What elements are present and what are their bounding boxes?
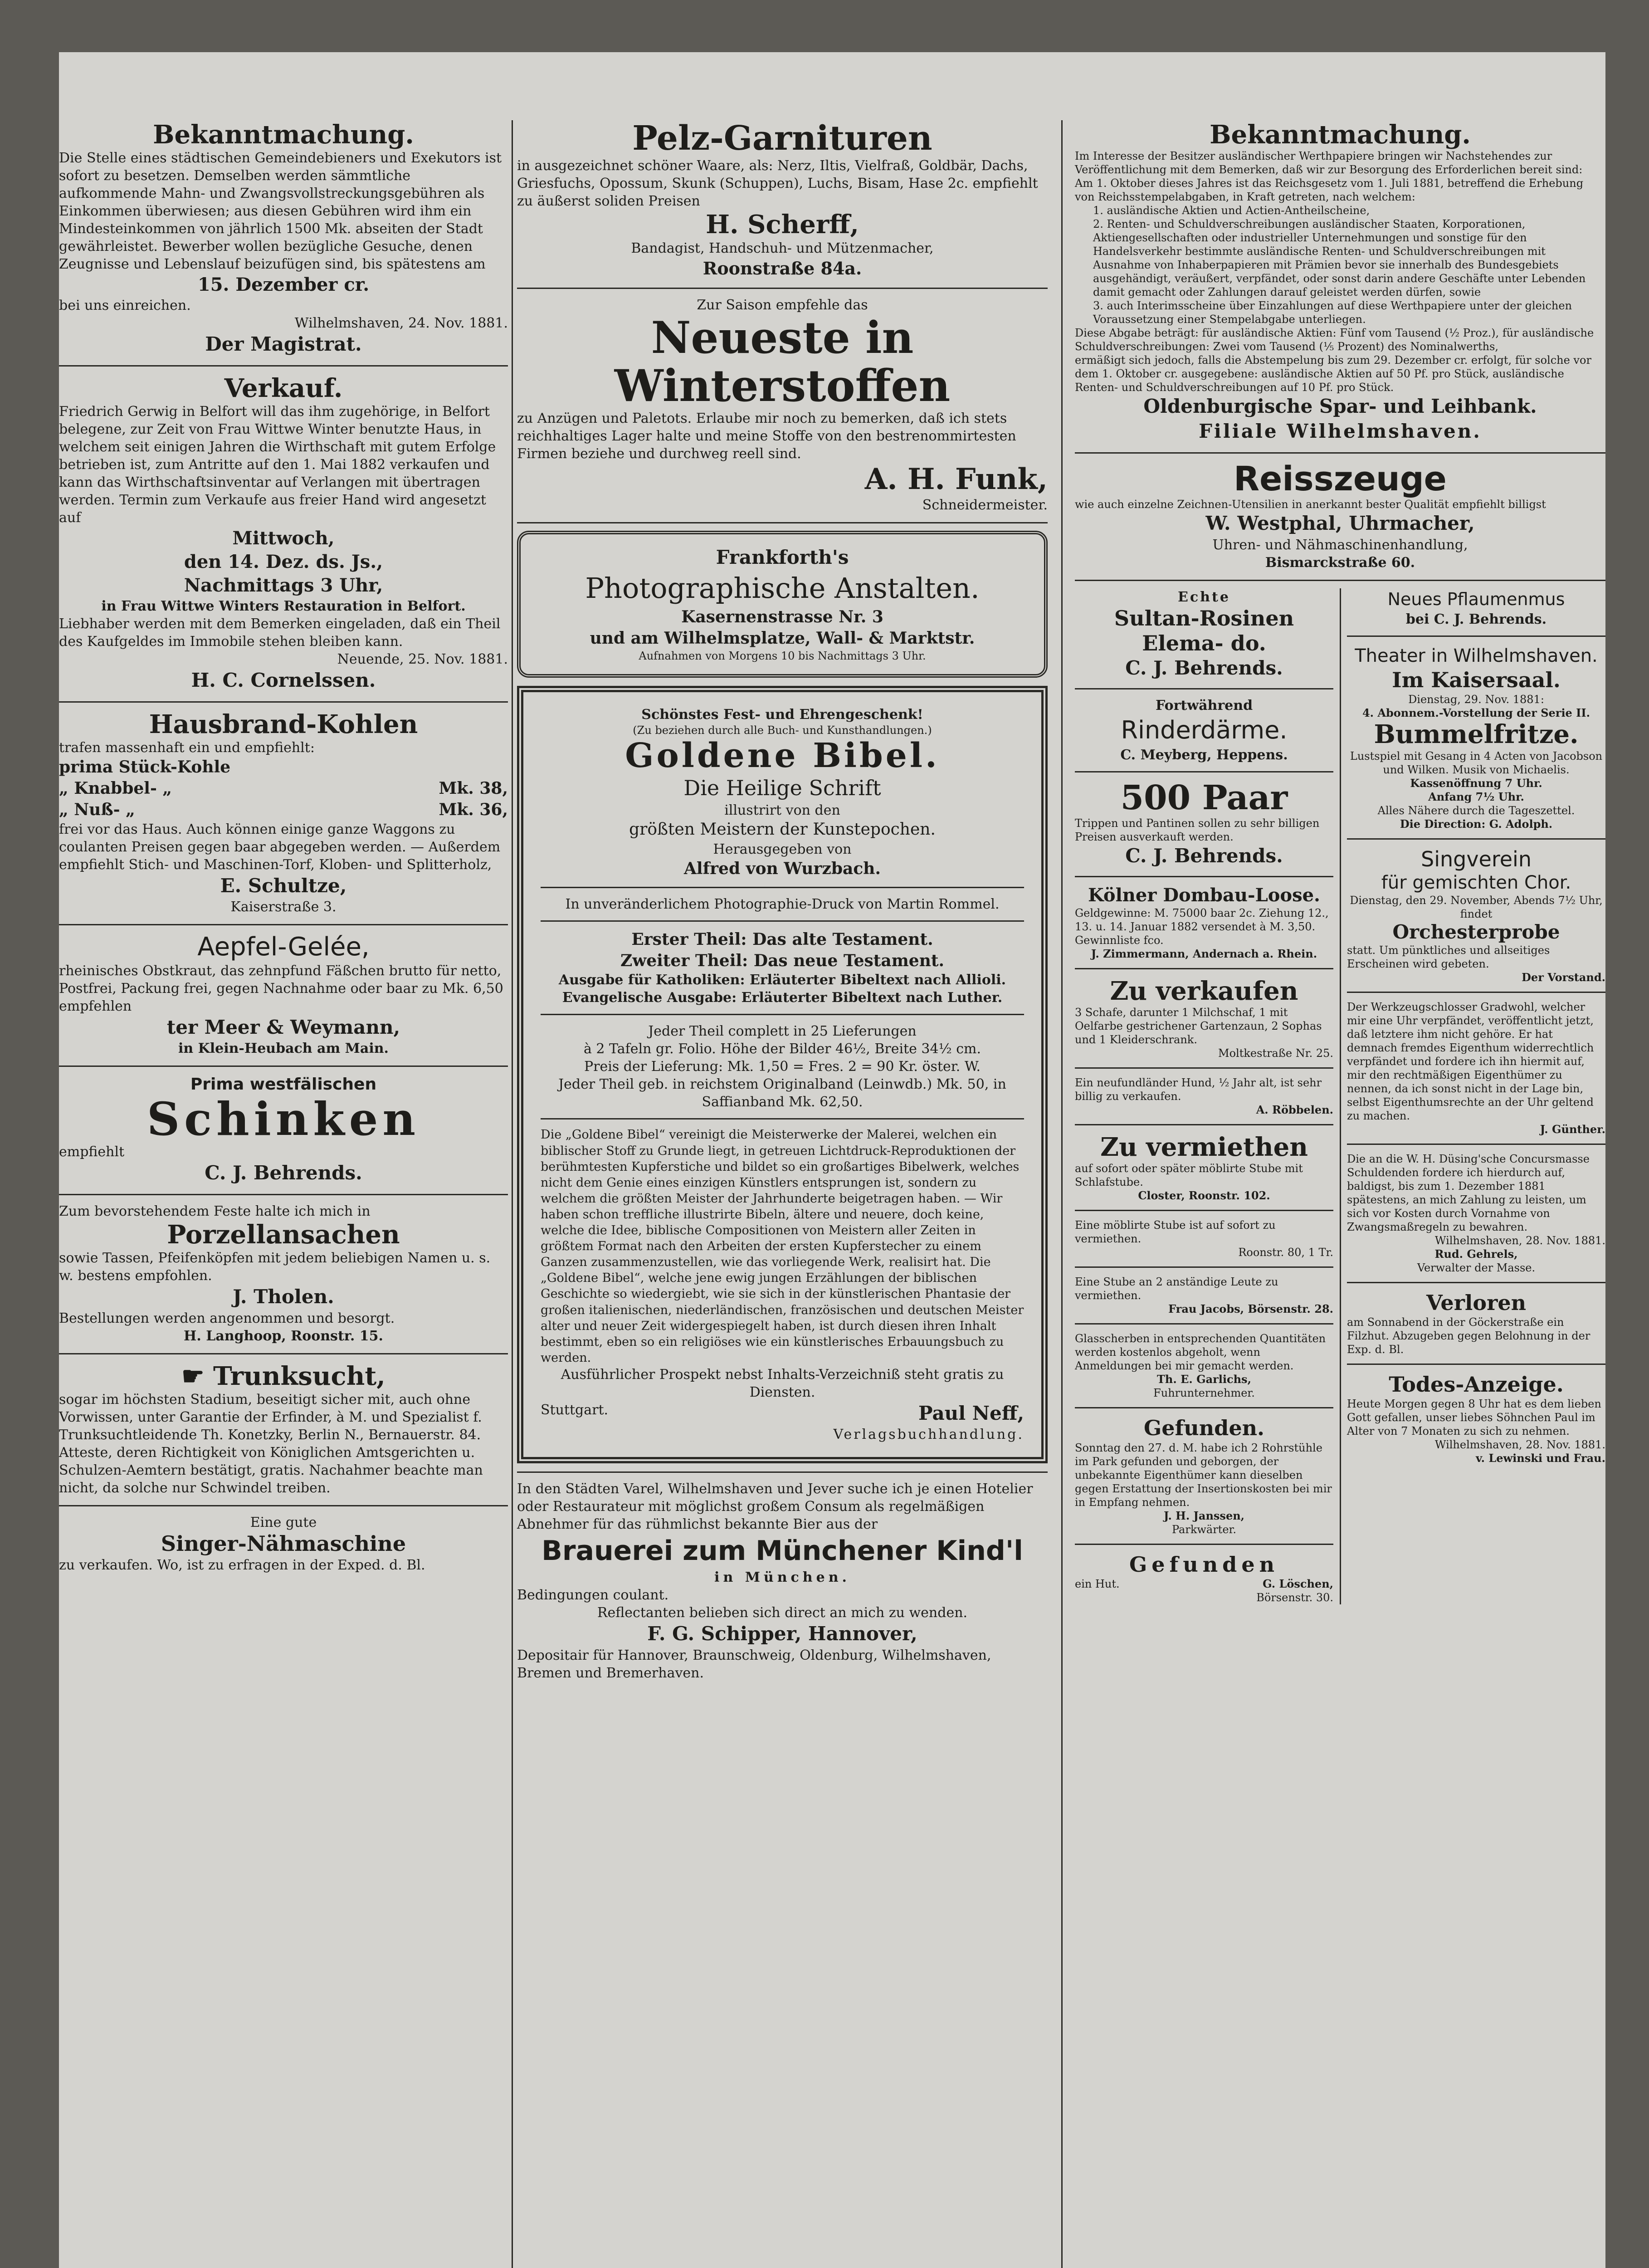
ad-title: Bekanntmachung. bbox=[153, 120, 414, 150]
ad-time: Kassenöffnung 7 Uhr. bbox=[1410, 776, 1542, 790]
ad-title: Goldene Bibel. bbox=[625, 736, 940, 776]
ad-title: Todes-Anzeige. bbox=[1389, 1372, 1564, 1397]
ad-body: Die an die W. H. Düsing'sche Concursmasse Schuldenden fordere ich hierdurch auf, baldigst, bis zum 1. Dezember 1881 spätestens, an mich Zahlung zu leisten, um sich vor Kosten durch Vornahme von Zwangsmaßregeln zu bewahren. bbox=[1347, 1153, 1590, 1234]
ad-goldene-bibel bbox=[517, 686, 1048, 1464]
ad-signature: C. J. Behrends. bbox=[1125, 656, 1283, 679]
ad-intro: trafen massenhaft ein und empfiehlt: bbox=[59, 740, 315, 756]
ad-tail: Alles Nähere durch die Tageszettel. bbox=[1377, 804, 1575, 817]
ad-body: Friedrich Gerwig in Belfort will das ihm zugehörige, in Belfort belegene, zur Zeit von Frau Wittwe Winter benutzte Haus, in welchem seit einigen Jahren die Wirthschaft mit gutem Erfolge betrieben ist, zum Antritte auf den 1. Mai 1882 verkaufen und kann das Wirthschaftsinventar auf Verlangen mit übertragen werden. Termin zum Verkaufe aus freier Hand wird angesetzt auf bbox=[59, 404, 496, 526]
ad-place: in Frau Wittwe Winters Restauration in Belfort. bbox=[101, 598, 466, 615]
ad-zu-vermiethen bbox=[1075, 1133, 1333, 1202]
ad-address: und am Wilhelmsplatze, Wall- & Marktstr. bbox=[590, 628, 975, 648]
ad-address: in Klein-Heubach am Main. bbox=[178, 1041, 389, 1057]
ad-title-2: Die Heilige Schrift bbox=[683, 775, 881, 800]
divider bbox=[1075, 1544, 1333, 1545]
divider bbox=[541, 920, 1024, 922]
divider bbox=[1347, 1282, 1605, 1283]
ad-tail: bei uns einreichen. bbox=[59, 298, 191, 314]
ad-price: Mk. 38, bbox=[439, 779, 508, 798]
ad-pre: Echte bbox=[1178, 589, 1230, 605]
ad-occupation: Bandagist, Handschuh- und Mützenmacher, bbox=[631, 240, 934, 256]
divider bbox=[541, 1118, 1024, 1119]
ad-sign-row bbox=[541, 1401, 1024, 1426]
ad-sub: (Zu beziehen durch alle Buch- und Kunsthandlungen.) bbox=[633, 723, 932, 737]
column-middle bbox=[517, 120, 1048, 1690]
ad-signature: A. H. Funk, bbox=[864, 462, 1048, 497]
ad-address: Kaiserstraße 3. bbox=[230, 899, 337, 915]
divider bbox=[59, 1505, 508, 1506]
ad-signature: Der Vorstand. bbox=[1522, 971, 1605, 984]
divider bbox=[1075, 580, 1605, 581]
ad-signature: Der Magistrat. bbox=[205, 333, 362, 356]
ad-body: Heute Morgen gegen 8 Uhr hat es dem lieben Gott gefallen, unser liebes Söhnchen Paul im Alter von 7 Monaten zu sich zu nehmen. bbox=[1347, 1398, 1601, 1438]
ad-title: Neueste in Winterstoffen bbox=[614, 312, 951, 411]
divider bbox=[59, 1066, 508, 1067]
ad-brauerei bbox=[517, 1480, 1048, 1682]
divider bbox=[541, 887, 1024, 888]
ad-line: In unveränderlichem Photographie-Druck von Martin Rommel. bbox=[565, 896, 1000, 912]
ad-verloren bbox=[1347, 1290, 1605, 1356]
ad-line: „ Knabbel- „ bbox=[59, 779, 172, 798]
divider bbox=[517, 522, 1048, 523]
ad-singverein bbox=[1347, 847, 1605, 985]
ad-price: Jeder Theil complett in 25 Lieferungen bbox=[648, 1023, 917, 1040]
divider bbox=[1075, 1124, 1333, 1125]
ad-line: Elema- do. bbox=[1142, 631, 1266, 655]
ad-part: Erster Theil: Das alte Testament. bbox=[631, 929, 933, 949]
ad-para: Diese Abgabe beträgt: für ausländische Aktien: Fünf vom Tausend (½ Proz.), für ausländische Schuldverschreibungen: Zwei vom Tausend (⅕ Prozent) des Nominalwerths, bbox=[1075, 327, 1594, 353]
ad-date-highlight: den 14. Dez. ds. Js., bbox=[184, 551, 383, 573]
ad-signature: Paul Neff, bbox=[918, 1402, 1024, 1424]
ad-duesing bbox=[1347, 1152, 1605, 1275]
ad-play: Bummelfritze. bbox=[1374, 719, 1579, 750]
ad-trunksucht bbox=[59, 1362, 508, 1497]
ad-signature: C. J. Behrends. bbox=[205, 1162, 362, 1184]
ad-500-paar bbox=[1075, 780, 1333, 869]
ad-body: Die Stelle eines städtischen Gemeindebieners und Exekutors ist sofort zu besetzen. Demselben werden sämmtliche aufkommende Mahn- und Zwangsvollstreckungsgebühren als Einkommen überwiesen; aus diesen Gebühren wird ihm ein Mindesteinkommen von jährlich 1500 Mk. abseiten der Stadt gewährleistet. Bewerber wollen bezügliche Gesuche, denen Zeugnisse und Lebenslauf beizufügen sind, bis spätestens am bbox=[59, 150, 502, 273]
column-rule bbox=[1061, 120, 1063, 2268]
ad-body: In den Städten Varel, Wilhelmshaven und Jever suche ich je einen Hotelier oder Restaurateur mit möglichst großem Consum als regelmäßigen Abnehmer für das rühmlichst bekannte Bier aus der bbox=[517, 1481, 1033, 1533]
ad-body: sogar im höchsten Stadium, beseitigt sicher mit, auch ohne Vorwissen, unter Garantie der Erfinder, à M. und Spezialist f. Trunksuchtleidende Th. Konetzky, Berlin N., Bernauerstr. 84. Atteste, deren Richtigkeit von Königlichen Amtsgerichten u. Schulzen-Aemtern bestätigt, gratis. Nachahmer beachte man nicht, da solche nur Schwindel treiben. bbox=[59, 1392, 483, 1496]
ad-body: Die „Goldene Bibel“ vereinigt die Meisterwerke der Malerei, welchen ein biblischer Stoff zu Grunde liegt, in getreuen Lichtdruck-Reproduktionen der berühmtesten Kupferstiche und bildet so ein großartiges Bibelwerk, welches nicht dem Genie eines einzigen Künstlers entsprungen ist, sondern zu welchem die größten Meister der Jahrhunderte beigetragen haben. — Wir haben schon treffliche illustrirte Bibeln, ältere und neuere, doch keine, welche die Idee, biblische Compositionen von Meistern aller Zeiten in größtem Format nach den Arbeiten der ersten Kupferstecher zu einem Ganzen zusammenzustellen, wie das vorliegende Werk, realisirt hat. Die „Goldene Bibel“, welche jene ewig jungen Erzählungen der biblischen Geschichte so wiedergiebt, wie sie sich in der künstlerischen Phantasie der großen italienischen, niederländischen, französischen und deutschen Meister alter und neuer Zeit widergespiegelt haben, ist durch diesen ihren Inhalt bestimmt, eben so ein religiöses wie ein künstlerisches Erbauungsbuch zu werden. bbox=[541, 1128, 1024, 1365]
ad-price-row bbox=[59, 799, 508, 821]
ad-signature: Rud. Gehrels, bbox=[1434, 1247, 1518, 1261]
divider bbox=[1075, 452, 1605, 454]
ad-title: Bekanntmachung. bbox=[1210, 120, 1471, 150]
divider bbox=[1347, 1364, 1605, 1365]
ad-body: statt. Um pünktliches und allseitiges Erscheinen wird gebeten. bbox=[1347, 944, 1550, 971]
ad-para: Am 1. Oktober dieses Jahres ist das Reichsgesetz vom 1. Juli 1881, betreffend die Erhebung von Reichsstempelabgaben, in Kraft getreten, nach welchem: bbox=[1075, 177, 1584, 204]
ad-title: Pelz-Garnituren bbox=[632, 119, 932, 158]
ad-pelz bbox=[517, 120, 1048, 279]
ad-title: Verkauf. bbox=[224, 373, 343, 403]
ad-intro: Zur Saison empfehle das bbox=[697, 297, 868, 313]
divider bbox=[1075, 968, 1333, 969]
ad-signature: H. Scherff, bbox=[706, 210, 859, 240]
ad-zu-verkaufen bbox=[1075, 977, 1333, 1060]
ad-tail: Bestellungen werden angenommen und besorgt. bbox=[59, 1310, 395, 1326]
ad-date: Neuende, 25. Nov. 1881. bbox=[337, 651, 508, 668]
ad-date: Wilhelmshaven, 24. Nov. 1881. bbox=[294, 315, 508, 332]
ad-signature: H. C. Cornelssen. bbox=[191, 669, 376, 692]
ad-sultan-rosinen bbox=[1075, 588, 1333, 681]
split-left bbox=[1075, 588, 1341, 1604]
ad-price: Jeder Theil geb. in reichstem Originalband (Leinwdb.) Mk. 50, in Saffianband Mk. 62,50. bbox=[558, 1076, 1006, 1110]
ad-date: Dienstag, den 29. November, Abends 7½ Uhr, findet bbox=[1350, 894, 1603, 920]
ad-title: Gefunden bbox=[1129, 1552, 1279, 1577]
ad-signature: bei C. J. Behrends. bbox=[1405, 611, 1547, 627]
ad-photographie bbox=[517, 531, 1048, 678]
ad-gefunden-rohrstuehle bbox=[1075, 1416, 1333, 1536]
divider bbox=[1347, 1144, 1605, 1145]
divider bbox=[1075, 876, 1333, 877]
ad-edition: Ausgabe für Katholiken: Erläuterter Bibeltext nach Allioli. bbox=[558, 972, 1006, 988]
ad-todes-anzeige bbox=[1347, 1372, 1605, 1465]
ad-title: Verloren bbox=[1426, 1290, 1527, 1315]
ad-desc: Lustspiel mit Gesang in 4 Acten von Jacobson und Wilken. Musik von Michaelis. bbox=[1350, 749, 1603, 776]
ad-time: Nachmittags 3 Uhr, bbox=[184, 575, 383, 596]
ad-title: Reisszeuge bbox=[1234, 459, 1447, 499]
ad-occupation: Fuhrunternehmer. bbox=[1153, 1387, 1255, 1400]
ad-body: am Sonnabend in der Göckerstraße ein Filzhut. Abzugeben gegen Belohnung in der Exp. d. Bl. bbox=[1347, 1316, 1590, 1356]
ad-signature: Oldenburgische Spar- und Leihbank. bbox=[1143, 395, 1537, 418]
ad-body: 3 Schafe, darunter 1 Milchschaf, 1 mit Oelfarbe gestrichener Gartenzaun, 2 Sophas und 1 Kleiderschrank. bbox=[1075, 1006, 1322, 1046]
ad-price-row bbox=[59, 778, 508, 799]
ad-address: Börsenstr. 30. bbox=[1256, 1591, 1333, 1604]
ad-moeblirte-stube bbox=[1075, 1218, 1333, 1259]
ad-signature: J. Tholen. bbox=[233, 1286, 334, 1308]
ad-item: 2. Renten- und Schuldverschreibungen ausländischer Staaten, Korporationen, Aktiengesellschaften oder industrieller Unternehmungen und sonstige für den Handelsverkehr bestimmte ausländische Renten- und Schuldverschreibungen mit Ausnahme von Inhaberpapieren mit Prämien bevor sie innerhalb des Bundesgebiets ausgehändigt, veräußert, verpfändet, oder sonst darin andere Geschäfte unter Lebenden damit gemacht oder Zahlungen darauf geleistet werden dürfen, sowie bbox=[1093, 218, 1586, 299]
ad-signature: Th. E. Garlichs, bbox=[1157, 1373, 1251, 1386]
ad-body: sowie Tassen, Pfeifenköpfen mit jedem beliebigen Namen u. s. w. bestens empfohlen. bbox=[59, 1250, 491, 1284]
ad-address: Kasernenstrasse Nr. 3 bbox=[681, 607, 883, 627]
ad-title: Kölner Dombau-Loose. bbox=[1088, 884, 1320, 906]
ad-signature: J. Zimmermann, Andernach a. Rhein. bbox=[1091, 947, 1317, 960]
ad-tag: Schönstes Fest- und Ehrengeschenk! bbox=[641, 706, 923, 723]
ad-pre: Eine gute bbox=[250, 1515, 317, 1531]
split-right bbox=[1347, 588, 1605, 1604]
ad-tail: empfiehlt bbox=[59, 1144, 125, 1160]
divider bbox=[1347, 635, 1605, 637]
pointing-hand-icon: ☛ bbox=[181, 1361, 205, 1391]
ad-title: Brauerei zum Münchener Kind'l bbox=[542, 1535, 1023, 1567]
divider bbox=[59, 1194, 508, 1195]
ad-item: 3. auch Interimsscheine über Einzahlungen auf diese Werthpapiere unter der gleichen Voraussetzung einer Stempelabgabe unterliegen. bbox=[1093, 299, 1572, 326]
ad-body: Eine Stube an 2 anständige Leute zu vermiethen. bbox=[1075, 1276, 1278, 1302]
divider bbox=[1075, 1266, 1333, 1268]
ad-price: à 2 Tafeln gr. Folio. Höhe der Bilder 46½, Breite 34½ cm. bbox=[584, 1041, 981, 1057]
ad-line: Alfred von Wurzbach. bbox=[684, 859, 881, 879]
ad-price: Preis der Lieferung: Mk. 1,50 = Fres. 2 = 90 Kr. öster. W. bbox=[584, 1059, 981, 1075]
ad-title: 500 Paar bbox=[1120, 778, 1288, 817]
ad-address: Roonstr. 80, 1 Tr. bbox=[1238, 1246, 1333, 1259]
ad-title: Porzellansachen bbox=[167, 1219, 400, 1250]
ad-body: auf sofort oder später möblirte Stube mit Schlafstube. bbox=[1075, 1162, 1303, 1189]
split-row bbox=[1075, 588, 1605, 1604]
ad-line: größten Meistern der Kunstepochen. bbox=[629, 820, 936, 839]
ad-pre: Prima westfälischen bbox=[190, 1075, 377, 1094]
ad-theater bbox=[1347, 644, 1605, 831]
ad-intro: Im Interesse der Besitzer ausländischer Werthpapiere bringen wir Nachstehendes zur Veröffentlichung mit dem Bemerken, daß wir zur Besorgung des Erforderlichen bereit sind: bbox=[1075, 150, 1583, 176]
ad-title: Gefunden. bbox=[1143, 1416, 1265, 1441]
ad-item: 1. ausländische Aktien und Actien-Antheilscheine, bbox=[1093, 204, 1370, 217]
ad-title-2: für gemischten Chor. bbox=[1381, 872, 1571, 893]
divider bbox=[1075, 1407, 1333, 1408]
ad-body: Ein neufundländer Hund, ½ Jahr alt, ist sehr billig zu verkaufen. bbox=[1075, 1076, 1322, 1103]
ad-sign-row bbox=[1075, 1577, 1333, 1591]
ad-city: in München. bbox=[714, 1569, 850, 1586]
ad-glasscherben bbox=[1075, 1332, 1333, 1400]
ad-tail: Liebhaber werden mit dem Bemerken eingeladen, daß ein Theil des Kaufgeldes im Immobile stehen bleiben kann. bbox=[59, 616, 501, 650]
divider bbox=[59, 701, 508, 703]
ad-tail: frei vor das Haus. Auch können einige ganze Waggons zu coulanten Preisen gegen baar abgegeben werden. — Außerdem empfiehlt Stich- und Maschinen-Torf, Kloben- und Splitterholz, bbox=[59, 821, 501, 873]
divider bbox=[517, 288, 1048, 289]
ad-title: Rinderdärme. bbox=[1121, 715, 1288, 744]
ad-bekanntmachung-magistrat bbox=[59, 120, 508, 357]
ad-signature: Die Direction: G. Adolph. bbox=[1400, 817, 1553, 831]
ad-signature: v. Lewinski und Frau. bbox=[1476, 1452, 1605, 1465]
ad-pre: Frankforth's bbox=[716, 546, 849, 568]
newspaper-page bbox=[59, 52, 1605, 2268]
divider bbox=[1075, 1067, 1333, 1069]
ad-body: wie auch einzelne Zeichnen-Utensilien in anerkannt bester Qualität empfiehlt billigst bbox=[1075, 498, 1546, 511]
divider bbox=[1347, 992, 1605, 993]
ad-gefunden-hut bbox=[1075, 1552, 1333, 1604]
divider bbox=[1075, 771, 1333, 772]
divider bbox=[1075, 1210, 1333, 1211]
ad-para: ermäßigt sich jedoch, falls die Abstempelung bis zum 29. Dezember cr. erfolgt, für solche vor dem 1. Oktober cr. ausgegebene: ausländische Aktien auf 50 Pf. pro Stück, ausländische Renten- und Schuldverschreibungen auf 10 Pf. pro Stück. bbox=[1075, 354, 1591, 394]
ad-hund bbox=[1075, 1076, 1333, 1117]
ad-koelner-dombau bbox=[1075, 885, 1333, 961]
ad-title: Zu verkaufen bbox=[1110, 976, 1298, 1006]
divider bbox=[1347, 838, 1605, 840]
ad-title: Hausbrand-Kohlen bbox=[149, 709, 418, 739]
ad-pflaumenmus bbox=[1347, 588, 1605, 628]
ad-title: Trunksucht, bbox=[213, 1361, 385, 1391]
ad-signature: W. Westphal, Uhrmacher, bbox=[1205, 512, 1475, 534]
ad-signature-2: Filiale Wilhelmshaven. bbox=[1199, 420, 1482, 442]
divider bbox=[59, 365, 508, 367]
ad-body: zu verkaufen. Wo, ist zu erfragen in der Exped. d. Bl. bbox=[59, 1557, 425, 1574]
column-rule bbox=[512, 120, 513, 2268]
divider bbox=[1075, 1323, 1333, 1325]
ad-day: Mittwoch, bbox=[232, 528, 335, 549]
ad-line: Reflectanten belieben sich direct an mich zu wenden. bbox=[597, 1605, 968, 1621]
ad-winterstoffe bbox=[517, 296, 1048, 514]
ad-title: Schinken bbox=[146, 1092, 420, 1146]
divider bbox=[59, 1353, 508, 1354]
ad-time: Anfang 7½ Uhr. bbox=[1428, 790, 1524, 803]
ad-city: Stuttgart. bbox=[541, 1402, 609, 1418]
ad-signature: Closter, Roonstr. 102. bbox=[1138, 1189, 1270, 1202]
ad-signature: C. Meyberg, Heppens. bbox=[1120, 747, 1288, 763]
ad-big: Orchesterprobe bbox=[1392, 920, 1560, 943]
ad-title: Photographische Anstalten. bbox=[585, 571, 980, 605]
ad-intro: Zum bevorstehendem Feste halte ich mich in bbox=[59, 1203, 371, 1219]
ad-body: Trippen und Pantinen sollen zu sehr billigen Preisen ausverkauft werden. bbox=[1075, 817, 1320, 844]
ad-title: Sultan-Rosinen bbox=[1114, 606, 1294, 631]
ad-pre: Fortwährend bbox=[1155, 697, 1253, 714]
ad-occupation: Schneidermeister. bbox=[922, 497, 1048, 513]
ad-date: Wilhelmshaven, 28. Nov. 1881. bbox=[1434, 1438, 1605, 1452]
ad-signature: G. Löschen, bbox=[1263, 1577, 1333, 1590]
ad-title: Singverein bbox=[1421, 846, 1532, 871]
ad-body: Geldgewinne: M. 75000 baar 2c. Ziehung 12., 13. u. 14. Januar 1882 versendet à M. 3,50. Gewinnliste fco. bbox=[1075, 906, 1329, 947]
ad-signature: J. Günther. bbox=[1540, 1123, 1605, 1136]
column-right bbox=[1075, 120, 1605, 1604]
ad-signature: J. H. Janssen, bbox=[1163, 1509, 1245, 1522]
ad-line: prima Stück-Kohle bbox=[59, 758, 231, 777]
ad-date: Wilhelmshaven, 28. Nov. 1881. bbox=[1434, 1234, 1605, 1247]
ad-signature: F. G. Schipper, Hannover, bbox=[647, 1623, 917, 1645]
ad-signature: ter Meer & Weymann, bbox=[166, 1016, 400, 1038]
divider bbox=[517, 1471, 1048, 1473]
ad-body: Der Werkzeugschlosser Gradwohl, welcher mir eine Uhr verpfändet, veröffentlicht jetzt, daß letztere ihm nicht gehöre. Er hat demnach fremdes Eigenthum widerrechtlich verpfändet und fordere ich ihn hiermit auf, mir den rechtmäßigen Eigenthümer zu nennen, da ich sonst nicht in der Lage bin, selbst Eigenthumsrechte an der Uhr geltend zu machen. bbox=[1347, 1001, 1594, 1123]
ad-body: zu Anzügen und Paletots. Erlaube mir noch zu bemerken, daß ich stets reichhaltiges Lager halte und meine Stoffe von den bestrenommirtesten Firmen beziehe und durchweg reell sind. bbox=[517, 411, 1016, 462]
ad-gradwohl bbox=[1347, 1000, 1605, 1136]
ad-title-2: Im Kaisersaal. bbox=[1392, 667, 1561, 692]
ad-edition: Evangelische Ausgabe: Erläuterter Bibeltext nach Luther. bbox=[562, 990, 1003, 1006]
ad-signature: C. J. Behrends. bbox=[1125, 845, 1283, 867]
divider bbox=[1075, 688, 1333, 689]
column-left bbox=[59, 120, 508, 1582]
ad-price: Mk. 36, bbox=[439, 800, 508, 819]
ad-date: Dienstag, 29. Nov. 1881: bbox=[1408, 693, 1544, 706]
ad-line: 4. Abonnem.-Vorstellung der Serie II. bbox=[1362, 706, 1590, 720]
divider bbox=[59, 924, 508, 925]
ad-verkauf bbox=[59, 374, 508, 693]
ad-bekanntmachung-leihbank bbox=[1075, 120, 1605, 444]
ad-address: Bismarckstraße 60. bbox=[1265, 554, 1415, 571]
ad-reisszeuge bbox=[1075, 461, 1605, 572]
ad-signature: E. Schultze, bbox=[220, 874, 347, 897]
ad-address: Moltkestraße Nr. 25. bbox=[1218, 1047, 1333, 1060]
ad-address: Roonstraße 84a. bbox=[703, 258, 862, 279]
ad-signature: A. Röbbelen. bbox=[1256, 1103, 1333, 1117]
ad-hausbrand-kohlen bbox=[59, 710, 508, 916]
ad-prospekt: Ausführlicher Prospekt nebst Inhalts-Verzeichniß steht gratis zu Diensten. bbox=[561, 1366, 1004, 1400]
ad-signature: Frau Jacobs, Börsenstr. 28. bbox=[1168, 1302, 1333, 1316]
ad-title: Theater in Wilhelmshaven. bbox=[1355, 645, 1598, 666]
ad-line: Bedingungen coulant. bbox=[517, 1587, 669, 1603]
ad-singer bbox=[59, 1514, 508, 1574]
ad-tail: Depositair für Hannover, Braunschweig, Oldenburg, Wilhelmshaven, Bremen und Bremerhaven. bbox=[517, 1647, 991, 1681]
ad-line: Herausgegeben von bbox=[713, 841, 852, 858]
ad-occupation: Parkwärter. bbox=[1171, 1523, 1237, 1536]
ad-body: Glasscherben in entsprechenden Quantitäten werden kostenlos abgeholt, wenn Anmeldungen bei mir gemacht werden. bbox=[1075, 1332, 1326, 1373]
ad-pre: ein Hut. bbox=[1075, 1577, 1120, 1590]
ad-title: Zu vermiethen bbox=[1100, 1132, 1308, 1163]
ad-occupation: Uhren- und Nähmaschinenhandlung, bbox=[1212, 537, 1468, 553]
divider bbox=[541, 1014, 1024, 1015]
ad-schinken bbox=[59, 1074, 508, 1185]
ad-title-row bbox=[59, 1362, 508, 1391]
ad-body: Sonntag den 27. d. M. habe ich 2 Rohrstühle im Park gefunden und geborgen, der unbekannte Eigenthümer kann dieselben gegen Erstattung der Insertionskosten bei mir in Empfang nehmen. bbox=[1075, 1441, 1332, 1509]
ad-body: rheinisches Obstkraut, das zehnpfund Fäßchen brutto für netto, Postfrei, Packung frei, gegen Nachnahme oder baar zu Mk. 6,50 empfehlen bbox=[59, 963, 503, 1014]
ad-occupation: Verlagsbuchhandlung. bbox=[833, 1427, 1024, 1443]
ad-hours: Aufnahmen von Morgens 10 bis Nachmittags 3 Uhr. bbox=[639, 649, 926, 662]
ad-occupation: Verwalter der Masse. bbox=[1417, 1261, 1536, 1275]
ad-line: „ Nuß- „ bbox=[59, 800, 135, 819]
ad-porzellan bbox=[59, 1202, 508, 1345]
ad-signature-2: H. Langhoop, Roonstr. 15. bbox=[184, 1328, 383, 1344]
ad-title: Aepfel-Gelée, bbox=[197, 932, 370, 962]
ad-date-highlight: 15. Dezember cr. bbox=[197, 274, 370, 296]
ad-title: Neues Pflaumenmus bbox=[1387, 589, 1565, 609]
ad-body: Eine möblirte Stube ist auf sofort zu vermiethen. bbox=[1075, 1219, 1276, 1246]
ad-line: illustrirt von den bbox=[724, 802, 840, 819]
ad-aepfel-gelee bbox=[59, 933, 508, 1057]
ad-stube bbox=[1075, 1275, 1333, 1316]
ad-title: Singer-Nähmaschine bbox=[161, 1531, 406, 1556]
ad-part: Zweiter Theil: Das neue Testament. bbox=[620, 951, 945, 970]
ad-rinderdaerme bbox=[1075, 697, 1333, 764]
ad-body: in ausgezeichnet schöner Waare, als: Nerz, Iltis, Vielfraß, Goldbär, Dachs, Griesfuchs, Opossum, Skunk (Schuppen), Luchs, Bisam, Hase 2c. empfiehlt zu äußerst soliden Preisen bbox=[517, 158, 1038, 210]
